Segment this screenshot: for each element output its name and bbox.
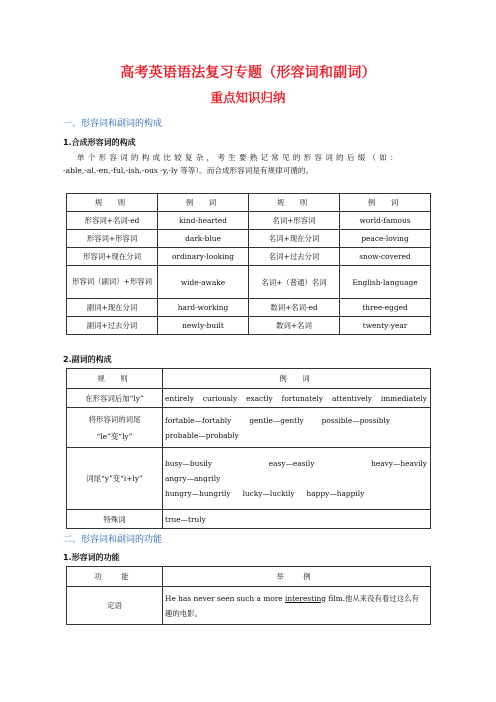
table-cell: 名词+现在分词 [249, 230, 340, 248]
col-header-example: 例 词 [340, 194, 431, 212]
example-word: angry—angrily [165, 474, 221, 483]
table-cell: 数词+名词 [249, 317, 340, 335]
sentence-part: film.他从来没有看过这么有 [325, 593, 419, 603]
table-cell: twenty-year [340, 317, 431, 335]
example-word: easy—easily [268, 459, 315, 468]
table-cell: 名词+形容词 [249, 212, 340, 230]
table-cell: wide-awake [158, 266, 249, 299]
table-row [67, 266, 431, 299]
adjective-function-table [66, 566, 431, 625]
table-cell: 副词+现在分词 [67, 299, 158, 317]
document-subtitle: 重点知识归纳 [210, 90, 286, 105]
sentence-underlined-word: interesting [284, 593, 326, 603]
col-header-example: 例 词 [163, 369, 431, 389]
example-word: gentle—gently [249, 415, 304, 425]
examples-cell [163, 448, 431, 510]
table-cell: hard-working [158, 299, 249, 317]
section-heading-function: 二、形容词和副词的功能 [63, 535, 163, 545]
subheading-compound-adjectives: 1.合成形容词的构成 [63, 138, 136, 147]
table-cell: 形容词+形容词 [67, 230, 158, 248]
example-word: curiously [202, 393, 238, 403]
table-row [67, 408, 431, 448]
table-cell: world-famous [340, 212, 431, 230]
example-word: heavy—heavily [371, 459, 427, 468]
col-header-rule: 规 则 [249, 194, 340, 212]
table-cell: three-egged [340, 299, 431, 317]
table-cell: 副词+过去分词 [67, 317, 158, 335]
example-word: fortable—fortably [165, 415, 232, 425]
col-header-rule: 规 则 [67, 369, 163, 389]
table-cell: kind-hearted [158, 212, 249, 230]
table-cell: newly-built [158, 317, 249, 335]
rule-cell [67, 408, 163, 448]
example-word: possible—possibly [321, 415, 391, 425]
example-word: probable—probably [165, 430, 239, 440]
subheading-adjective-function: 1.形容词的功能 [63, 553, 120, 562]
table-cell: 形容词+名词-ed [67, 212, 158, 230]
table-row [67, 448, 431, 510]
col-header-rule: 规 则 [67, 194, 158, 212]
table-cell: 名词+过去分词 [249, 248, 340, 266]
table-row [67, 212, 431, 230]
table-cell: dark-blue [158, 230, 249, 248]
example-word: entirely [165, 393, 194, 403]
example-word: happy—happily [306, 489, 365, 498]
function-cell: 定语 [67, 587, 163, 625]
rule-line: 将形容词的词尾 [88, 414, 141, 424]
table-header-row [67, 194, 431, 212]
table-cell: 形容词+现在分词 [67, 248, 158, 266]
adverb-formation-table [66, 368, 431, 529]
examples-cell: true—truly [163, 510, 431, 529]
table-cell: snow-covered [340, 248, 431, 266]
compound-adjective-table [66, 193, 431, 335]
sentence-part: He has never seen such a more [165, 593, 285, 603]
intro-line-1: 单个形容词的构成比较复杂，考生要熟记常见的形容词的后缀（如： [77, 153, 401, 162]
example-word: fortunately [281, 393, 324, 403]
table-row [67, 299, 431, 317]
table-header-row [67, 369, 431, 389]
example-word: attentively [332, 393, 372, 403]
table-row [67, 230, 431, 248]
col-header-function: 功 能 [67, 567, 163, 587]
rule-line: “le”变“ly” [96, 431, 133, 441]
table-row [67, 389, 431, 408]
example-word: immediately [380, 393, 427, 403]
table-cell: ordinary-looking [158, 248, 249, 266]
example-word: hungry—hungrily [165, 489, 231, 498]
table-cell: 形容词（副词）+形容词 [67, 266, 158, 299]
document-title: 高考英语语法复习专题（形容词和副词） [120, 65, 376, 81]
section-heading-composition: 一、形容词和副词的构成 [63, 119, 163, 129]
table-cell: English-language [340, 266, 431, 299]
examples-cell [163, 408, 431, 448]
example-word: lucky—luckily [242, 489, 295, 498]
table-cell: 名词+（普通）名词 [249, 266, 340, 299]
subheading-adverb-formation: 2.副词的构成 [63, 355, 112, 364]
rule-cell: 词尾“y”变“i+ly” [67, 448, 163, 510]
table-row [67, 510, 431, 529]
table-row [67, 248, 431, 266]
table-header-row [67, 567, 431, 587]
sentence-part: 趣的电影。 [165, 608, 202, 618]
example-word: busy—busily [165, 459, 213, 468]
col-header-example: 例 词 [158, 194, 249, 212]
example-sentence-cell [163, 587, 431, 625]
col-header-example: 举 例 [163, 567, 431, 587]
rule-cell: 在形容词后加“ly” [67, 389, 163, 408]
rule-cell: 特殊词 [67, 510, 163, 529]
table-cell: peace-loving [340, 230, 431, 248]
table-row [67, 587, 431, 625]
table-cell: 数词+名词-ed [249, 299, 340, 317]
table-row [67, 317, 431, 335]
intro-line-2: -able,-al,-en,-ful,-ish,-ous -y,-ly 等等）。而合成形容词是有规律可循的。 [63, 166, 314, 175]
example-word: exactly [246, 393, 273, 403]
intro-paragraph [63, 151, 435, 177]
examples-cell [163, 389, 431, 408]
